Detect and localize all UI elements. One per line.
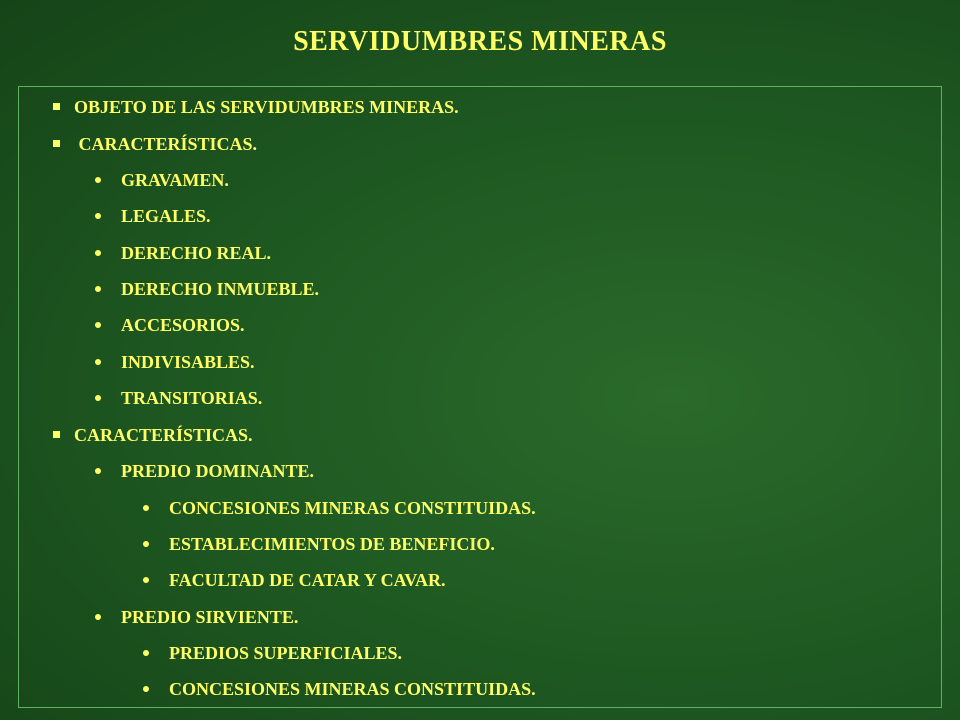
item-text: PREDIOS SUPERFICIALES. <box>169 643 403 663</box>
list-item <box>53 95 459 119</box>
dot-bullet-icon <box>95 614 101 620</box>
item-text: PREDIO SIRVIENTE. <box>121 607 299 627</box>
dot-bullet-icon <box>95 177 101 183</box>
item-text: PREDIO DOMINANTE. <box>121 461 315 481</box>
list-item <box>143 641 402 665</box>
item-text: ACCESORIOS. <box>121 315 245 335</box>
list-item <box>143 568 446 592</box>
item-text: OBJETO DE LAS SERVIDUMBRES MINERAS. <box>74 97 459 117</box>
item-text: TRANSITORIAS. <box>121 388 263 408</box>
dot-bullet-icon <box>143 650 149 656</box>
list-item <box>95 277 319 301</box>
dot-bullet-icon <box>143 505 149 511</box>
item-text: LEGALES. <box>121 206 211 226</box>
dot-bullet-icon <box>95 359 101 365</box>
list-item <box>95 204 211 228</box>
dot-bullet-icon <box>95 468 101 474</box>
list-item <box>143 677 536 701</box>
item-text: CARACTERÍSTICAS. <box>74 134 258 154</box>
item-text: FACULTAD DE CATAR Y CAVAR. <box>169 570 446 590</box>
square-bullet-icon <box>53 103 60 110</box>
square-bullet-icon <box>53 431 60 438</box>
list-item <box>95 241 271 265</box>
item-text: ESTABLECIMIENTOS DE BENEFICIO. <box>169 534 495 554</box>
list-item <box>95 168 229 192</box>
dot-bullet-icon <box>143 686 149 692</box>
item-text: CONCESIONES MINERAS CONSTITUIDAS. <box>169 679 536 699</box>
dot-bullet-icon <box>95 395 101 401</box>
list-item <box>53 132 257 156</box>
dot-bullet-icon <box>95 250 101 256</box>
list-item <box>143 532 495 556</box>
list-item <box>143 496 536 520</box>
list-item <box>95 605 298 629</box>
item-text: CONCESIONES MINERAS CONSTITUIDAS. <box>169 498 536 518</box>
item-text: DERECHO INMUEBLE. <box>121 279 320 299</box>
dot-bullet-icon <box>95 286 101 292</box>
dot-bullet-icon <box>95 322 101 328</box>
dot-bullet-icon <box>95 213 101 219</box>
item-text: DERECHO REAL. <box>121 243 272 263</box>
square-bullet-icon <box>53 140 60 147</box>
dot-bullet-icon <box>143 541 149 547</box>
list-item <box>95 313 245 337</box>
list-item <box>95 350 255 374</box>
slide-title: SERVIDUMBRES MINERAS <box>293 26 667 57</box>
item-text: GRAVAMEN. <box>121 170 229 190</box>
list-item <box>95 459 314 483</box>
content-panel <box>18 86 942 708</box>
dot-bullet-icon <box>143 577 149 583</box>
item-text: CARACTERÍSTICAS. <box>74 425 253 445</box>
list-item <box>53 423 253 447</box>
list-item <box>95 386 262 410</box>
item-text: INDIVISABLES. <box>121 352 255 372</box>
